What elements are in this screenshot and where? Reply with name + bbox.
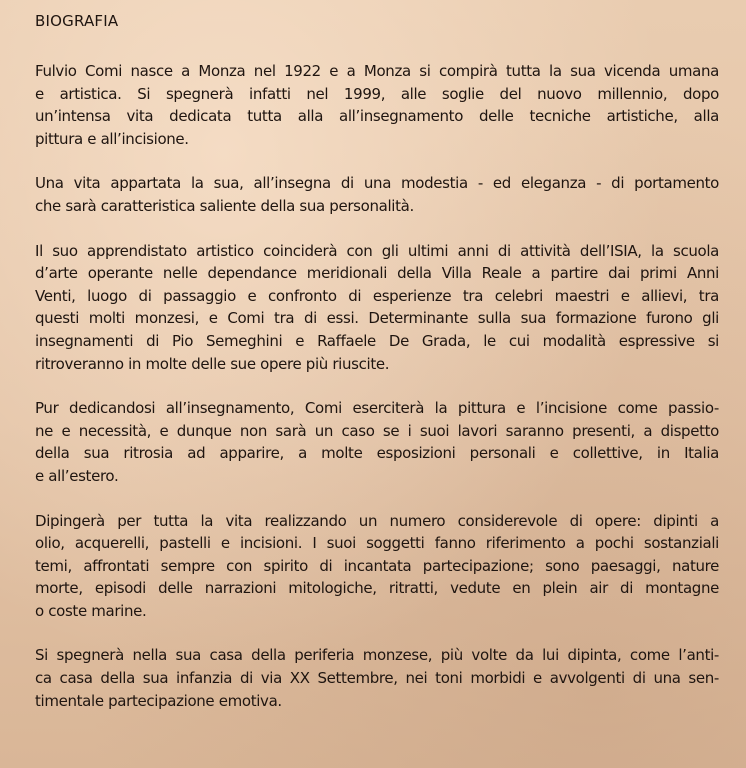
paragraph-death [35,644,719,712]
biography-panel [35,10,719,734]
text-line: Una vita appartata la sua, all’insegna di una modestia - ed eleganza - di portamento [35,174,719,193]
text-line: ca casa della sua infanzia di via XX Settembre, nei toni morbidi e avvolgenti di una sen- [35,669,719,688]
text-line: e all’estero. [35,466,119,485]
text-line: insegnamenti di Pio Semeghini e Raffaele De Grada, le cui modalità espressive si [35,331,719,350]
paragraph-teaching [35,397,719,487]
paragraph-life [35,172,719,217]
text-line: un’intensa vita dedicata tutta alla all’insegnamento delle tecniche artistiche, alla [35,107,719,126]
text-line: ritroveranno in molte delle sue opere più riuscite. [35,354,390,373]
text-line: morte, episodi delle narrazioni mitologiche, ritratti, vedute en plein air di montagne [35,579,719,598]
text-line: timentale partecipazione emotiva. [35,691,282,710]
text-line: che sarà caratteristica saliente della sua personalità. [35,196,414,215]
text-line: ne e necessità, e dunque non sarà un caso se i suoi lavori saranno presenti, a dispetto [35,421,719,440]
text-line: olio, acquerelli, pastelli e incisioni. I suoi soggetti fanno riferimento a pochi sostanziali [35,534,719,553]
text-line: temi, affrontati sempre con spirito di incantata partecipazione; sono paesaggi, nature [35,556,719,575]
text-line: Si spegnerà nella sua casa della periferia monzese, più volte da lui dipinta, come l’anti- [35,646,719,665]
text-line: Fulvio Comi nasce a Monza nel 1922 e a Monza si compirà tutta la sua vicenda umana [35,62,719,80]
text-line: Pur dedicandosi all’insegnamento, Comi eserciterà la pittura e l’incisione come passio- [35,399,719,418]
paragraph-works [35,510,719,623]
text-line: d’arte operante nelle dependance meridionali della Villa Reale a partire dai primi Anni [35,264,719,283]
section-heading: BIOGRAFIA [35,12,119,30]
text-line: pittura e all’incisione. [35,129,189,148]
text-line: della sua ritrosia ad apparire, a molte esposizioni personali e collettive, in Italia [35,444,719,463]
paragraph-birth [35,60,719,150]
text-line: questi molti monzesi, e Comi tra di essi. Determinante sulla sua formazione furono gli [35,309,719,328]
text-line: Il suo apprendistato artistico coinciderà con gli ultimi anni di attività dell’ISIA, la scuola [35,241,719,260]
text-line: Venti, luogo di passaggio e confronto di esperienze tra celebri maestri e allievi, tra [35,286,719,305]
paragraph-apprenticeship [35,240,719,376]
text-line: Dipingerà per tutta la vita realizzando un numero considerevole di opere: dipinti a [35,511,719,530]
text-line: e artistica. Si spegnerà infatti nel 1999, alle soglie del nuovo millennio, dopo [35,84,719,103]
text-line: o coste marine. [35,601,147,620]
